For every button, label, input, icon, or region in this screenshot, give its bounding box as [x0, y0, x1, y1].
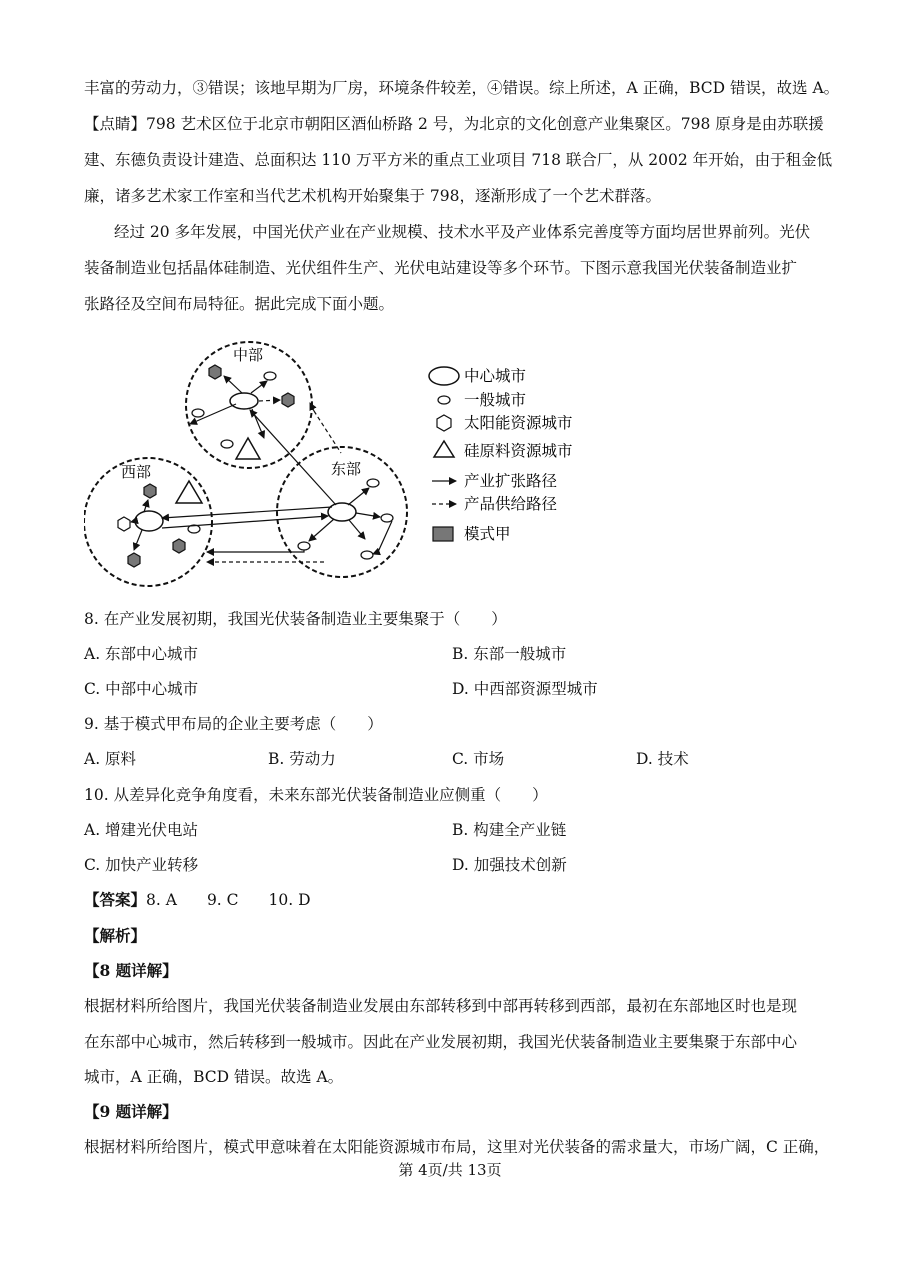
analysis-label: 【解析】 — [84, 926, 147, 945]
paragraph-line: 【点睛】798 艺术区位于北京市朝阳区酒仙桥路 2 号，为北京的文化创意产业集聚区。798 原身是由苏联援 — [84, 115, 824, 133]
question-stem: 9. 基于模式甲布局的企业主要考虑（ ） — [84, 715, 383, 733]
center-city — [328, 503, 356, 521]
legend-solar-city-label: 太阳能资源城市 — [464, 414, 573, 432]
answer-line — [84, 890, 311, 910]
legend-general-city-label: 一般城市 — [464, 391, 527, 409]
industry-path-arrow — [348, 488, 369, 505]
analysis-line: 根据材料所给图片，模式甲意味着在太阳能资源城市布局，这里对光伏装备的需求量大，市场广阔，C 正确， — [84, 1138, 830, 1156]
paragraph-line: 丰富的劳动力，③错误；该地早期为厂房，环境条件较差，④错误。综上所述，A 正确，BCD 错误，故选 A。 — [84, 79, 840, 97]
question-option: D. 中西部资源型城市 — [452, 680, 598, 698]
answer-value: 8. A — [146, 891, 177, 909]
question-option: A. 原料 — [84, 750, 137, 768]
industry-path-arrow — [224, 376, 242, 393]
center-city — [230, 393, 258, 409]
intro-line: 装备制造业包括晶体硅制造、光伏组件生产、光伏电站建设等多个环节。下图示意我国光伏装备制造业扩 — [84, 259, 798, 277]
general-city — [192, 409, 204, 417]
industry-path-arrow — [162, 507, 332, 518]
industry-expansion-diagram — [84, 340, 604, 590]
question-option: A. 东部中心城市 — [84, 645, 199, 663]
legend-supply-path-label: 产品供给路径 — [464, 495, 558, 513]
general-city — [221, 440, 233, 448]
legend-center-city-label: 中心城市 — [464, 367, 527, 385]
legend-mode-a-label: 模式甲 — [464, 525, 511, 543]
general-city — [381, 514, 393, 522]
intro-line: 张路径及空间布局特征。据此完成下面小题。 — [84, 295, 395, 313]
question-option: B. 构建全产业链 — [452, 821, 567, 839]
east-region-label: 东部 — [331, 460, 362, 478]
mode-a-solar-city — [282, 393, 294, 407]
question-option: B. 东部一般城市 — [452, 645, 567, 663]
legend-silicon-city-label: 硅原料资源城市 — [464, 442, 573, 460]
silicon-city — [236, 438, 260, 459]
question-stem: 10. 从差异化竞争角度看，未来东部光伏装备制造业应侧重（ ） — [84, 786, 548, 804]
industry-path-arrow — [144, 500, 148, 512]
q9-analysis-title: 【9 题详解】 — [84, 1102, 178, 1121]
mode-a-solar-city — [128, 553, 140, 567]
legend-solar-city-icon — [437, 415, 451, 431]
industry-path-arrow — [162, 516, 328, 528]
analysis-line: 城市，A 正确，BCD 错误。故选 A。 — [84, 1068, 344, 1086]
silicon-city — [176, 481, 202, 503]
legend-general-city-icon — [438, 396, 450, 404]
legend-center-city-icon — [429, 367, 459, 385]
analysis-line: 根据材料所给图片，我国光伏装备制造业发展由东部转移到中部再转移到西部，最初在东部地区时也是现 — [84, 997, 798, 1015]
general-city — [361, 551, 373, 559]
question-option: B. 劳动力 — [268, 750, 336, 768]
general-city — [298, 542, 310, 550]
question-option: C. 市场 — [452, 750, 505, 768]
industry-path-arrow — [373, 521, 392, 554]
general-city — [367, 479, 379, 487]
question-option: C. 中部中心城市 — [84, 680, 199, 698]
supply-path-arrow — [259, 400, 280, 401]
legend-industry-path-label: 产业扩张路径 — [464, 472, 558, 490]
question-stem: 8. 在产业发展初期，我国光伏装备制造业主要集聚于（ ） — [84, 610, 507, 628]
industry-path-arrow — [356, 513, 380, 517]
question-option: D. 技术 — [636, 750, 689, 768]
industry-path-arrow — [251, 381, 267, 393]
center-city — [135, 511, 163, 531]
paragraph-line: 建、东德负责设计建造、总面积达 110 万平方米的重点工业项目 718 联合厂，从 2002 年开始，由于租金低 — [84, 151, 833, 169]
industry-path-arrow — [349, 520, 365, 539]
answer-label: 【答案】 — [84, 890, 147, 909]
analysis-line: 在东部中心城市，然后转移到一般城市。因此在产业发展初期，我国光伏装备制造业主要集聚于东部中心 — [84, 1033, 798, 1051]
mode-a-solar-city — [173, 539, 185, 553]
answer-value: 10. D — [268, 891, 311, 909]
industry-path-arrow — [134, 530, 142, 550]
answer-value: 9. C — [206, 891, 239, 909]
solar-city — [118, 517, 130, 531]
question-option: D. 加强技术创新 — [452, 856, 567, 874]
mode-a-solar-city — [144, 484, 156, 498]
legend-silicon-city-icon — [434, 441, 454, 457]
paragraph-line: 廉，诸多艺术家工作室和当代艺术机构开始聚集于 798，逐渐形成了一个艺术群落。 — [84, 187, 662, 205]
question-option: C. 加快产业转移 — [84, 856, 199, 874]
q8-analysis-title: 【8 题详解】 — [84, 961, 178, 980]
central-region-label: 中部 — [233, 346, 264, 364]
legend-mode-a-icon — [433, 527, 453, 541]
question-option: A. 增建光伏电站 — [84, 821, 199, 839]
mode-a-solar-city — [209, 365, 221, 379]
industry-path-arrow — [309, 519, 334, 541]
intro-line: 经过 20 多年发展，中国光伏产业在产业规模、技术水平及产业体系完善度等方面均居世界前列。光伏 — [114, 223, 811, 241]
general-city — [264, 372, 276, 380]
page-number: 第 4页/共 13页 — [398, 1161, 502, 1179]
west-region-label: 西部 — [121, 463, 152, 481]
supply-path-line — [314, 411, 341, 453]
